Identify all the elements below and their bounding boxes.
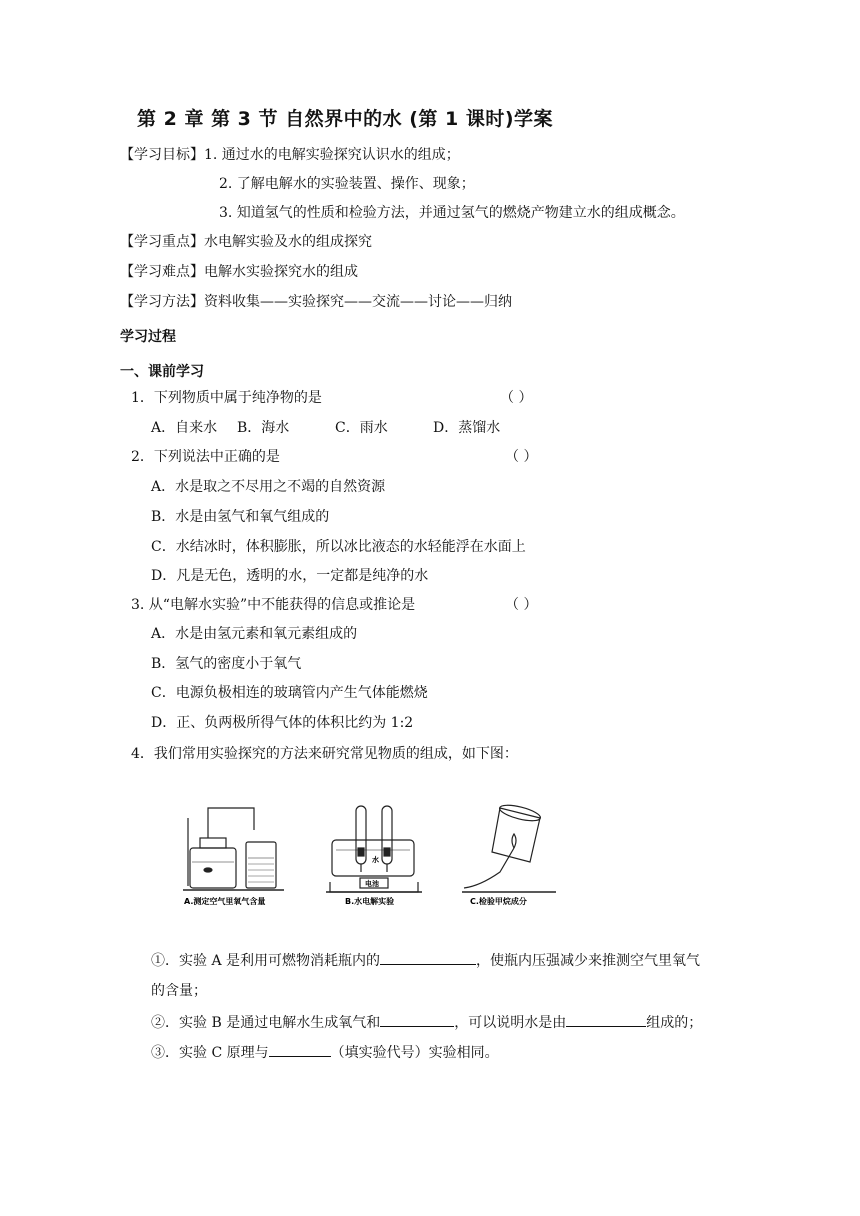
experiment-figure bbox=[180, 800, 580, 910]
answer-blank[interactable] bbox=[566, 1012, 646, 1027]
section-heading-process: 学习过程 bbox=[120, 329, 176, 345]
option: D．正、负两极所得气体的体积比约为 1:2 bbox=[151, 715, 414, 731]
answer-blank[interactable] bbox=[269, 1042, 331, 1057]
answer-blank[interactable] bbox=[380, 950, 476, 965]
caption-a: A.测定空气里氧气含量 bbox=[184, 897, 266, 906]
option: A．水是由氢元素和氧元素组成的 bbox=[151, 626, 358, 642]
fill-item-3 bbox=[151, 1042, 499, 1063]
goal-item: 2. 了解电解水的实验装置、操作、现象； bbox=[219, 176, 475, 192]
option: B．海水 bbox=[237, 420, 290, 436]
option: C．水结冰时，体积膨胀，所以冰比液态的水轻能浮在水面上 bbox=[151, 539, 526, 555]
option: A．水是取之不尽用之不竭的自然资源 bbox=[151, 479, 386, 495]
question-1-stem: 1．下列物质中属于纯净物的是 bbox=[131, 390, 322, 406]
fill-text: ①．实验 A 是利用可燃物消耗瓶内的 bbox=[151, 953, 381, 969]
option: A．自来水 bbox=[151, 420, 218, 436]
fill-text: ③．实验 C 原理与 bbox=[151, 1045, 269, 1061]
fill-text: ②．实验 B 是通过电解水生成氧气和 bbox=[151, 1015, 381, 1031]
caption-b: B.水电解实验 bbox=[345, 897, 395, 906]
fill-text: ，使瓶内压强减少来推测空气里氧气 bbox=[476, 953, 701, 969]
fill-text: （填实验代号）实验相同。 bbox=[330, 1045, 499, 1061]
question-4-stem: 4．我们常用实验探究的方法来研究常见物质的组成，如下图： bbox=[131, 746, 518, 762]
label-battery: 电池 bbox=[365, 880, 379, 888]
difficulty-label: 【学习难点】 bbox=[120, 264, 204, 280]
goals-label: 【学习目标】 bbox=[120, 147, 204, 163]
page-title: 第 2 章 第 3 节 自然界中的水 (第 1 课时)学案 bbox=[137, 108, 554, 130]
method-label: 【学习方法】 bbox=[120, 294, 204, 310]
option: B．氢气的密度小于氧气 bbox=[151, 656, 302, 672]
option: D．凡是无色，透明的水，一定都是纯净的水 bbox=[151, 568, 429, 584]
goal-item: 3. 知道氢气的性质和检验方法，并通过氢气的燃烧产物建立水的组成概念。 bbox=[219, 205, 685, 221]
method-line bbox=[120, 292, 512, 312]
fill-item-1 bbox=[151, 950, 700, 971]
experiment-c-apparatus bbox=[462, 802, 556, 892]
difficulty-text: 电解水实验探究水的组成 bbox=[204, 264, 358, 280]
section-heading-pre: 一、课前学习 bbox=[120, 364, 204, 380]
difficulty-line bbox=[120, 262, 358, 282]
answer-blank[interactable] bbox=[380, 1012, 454, 1027]
question-2-stem: 2．下列说法中正确的是 bbox=[131, 449, 280, 465]
option: C．电源负极相连的玻璃管内产生气体能燃烧 bbox=[151, 685, 428, 701]
question-3-stem: 3. 从“电解水实验”中不能获得的信息或推论是 bbox=[131, 597, 416, 613]
goals-line-1 bbox=[120, 145, 460, 165]
option: B．水是由氢气和氧气组成的 bbox=[151, 509, 330, 525]
goal-item: 1. 通过水的电解实验探究认识水的组成； bbox=[204, 147, 460, 163]
method-text: 资料收集——实验探究——交流——讨论——归纳 bbox=[204, 294, 512, 310]
question-2-bracket: （ ） bbox=[505, 449, 538, 465]
label-water: 水 bbox=[372, 856, 379, 864]
caption-c: C.检验甲烷成分 bbox=[470, 897, 527, 906]
fill-text: 组成的； bbox=[646, 1015, 703, 1031]
fill-text: ，可以说明水是由 bbox=[454, 1015, 567, 1031]
experiment-a-apparatus bbox=[183, 808, 284, 890]
key-point-line bbox=[120, 232, 372, 252]
question-1-options bbox=[151, 418, 500, 438]
option: D．蒸馏水 bbox=[433, 420, 501, 436]
fill-item-1-cont: 的含量； bbox=[151, 983, 207, 999]
fill-item-2 bbox=[151, 1012, 702, 1033]
question-3-bracket: （ ） bbox=[505, 597, 538, 613]
key-point-label: 【学习重点】 bbox=[120, 234, 204, 250]
option: C．雨水 bbox=[335, 420, 388, 436]
key-point-text: 水电解实验及水的组成探究 bbox=[204, 234, 372, 250]
question-1-bracket: （ ） bbox=[500, 390, 533, 406]
